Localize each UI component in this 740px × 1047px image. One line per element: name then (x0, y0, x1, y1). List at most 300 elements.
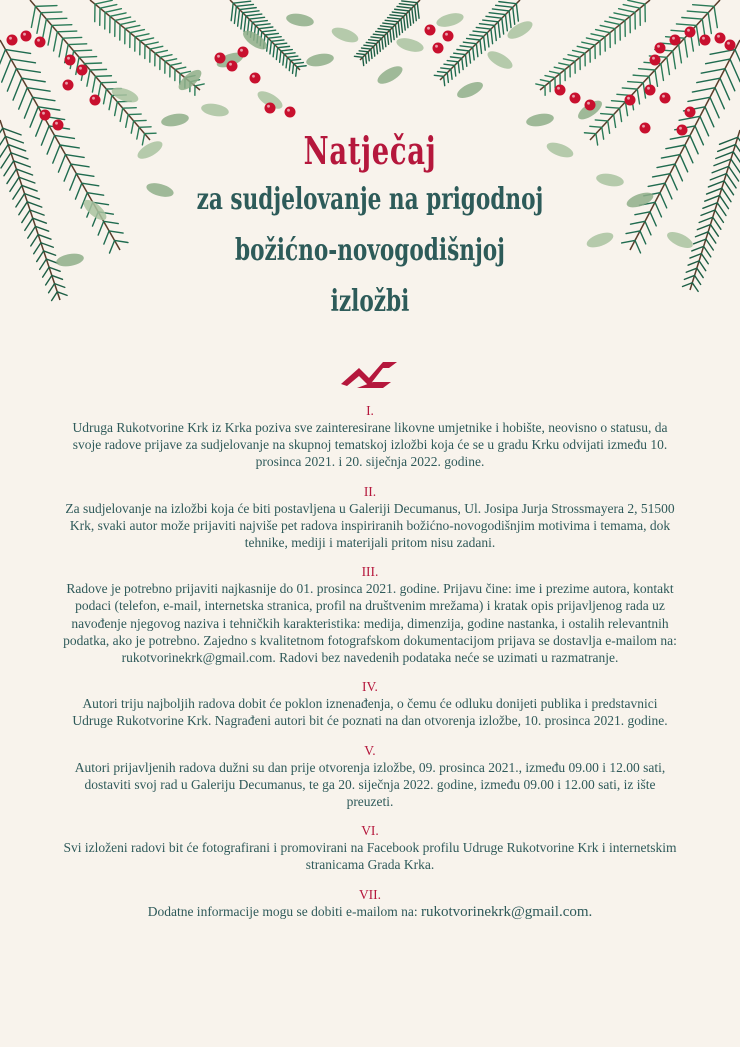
pine-needle (48, 25, 52, 45)
section-numeral: III. (361, 564, 379, 580)
holly-berry (725, 40, 736, 51)
pine-needle (387, 33, 388, 45)
pine-needle (473, 47, 474, 60)
pine-needle (487, 33, 489, 47)
eucalyptus-leaf (110, 85, 140, 106)
pine-needle (57, 31, 76, 32)
pine-needle (281, 50, 292, 51)
pine-needle (135, 34, 149, 37)
pine-needle (379, 41, 380, 51)
pine-needle (33, 97, 55, 100)
berry-highlight (79, 67, 82, 70)
berry-highlight (65, 82, 68, 85)
pine-needle (605, 21, 620, 24)
pine-needle (95, 76, 111, 77)
berry-highlight (287, 109, 290, 112)
pine-needle (455, 65, 456, 76)
pine-needle (483, 20, 498, 22)
pine-needle (238, 10, 240, 27)
pine-needle (676, 24, 696, 26)
berry-highlight (662, 95, 665, 98)
section-1 (62, 402, 678, 471)
pine-needle (31, 6, 35, 27)
pine-needle (725, 69, 735, 91)
pine-needle (287, 56, 298, 57)
pine-needle (145, 42, 158, 45)
pine-needle (568, 55, 580, 58)
pine-needle (120, 21, 135, 24)
pine-needle (473, 31, 487, 33)
pine-needle (451, 69, 452, 79)
pine-needle (460, 46, 473, 47)
pine-needle (505, 15, 507, 31)
pine-needle (233, 1, 250, 3)
holly-berry (670, 35, 681, 46)
pine-needle (498, 22, 500, 37)
section-2 (62, 483, 678, 552)
holly-berry (227, 61, 238, 72)
pine-needle (240, 8, 257, 10)
pine-needle (234, 6, 236, 23)
pine-needle (357, 54, 366, 55)
eucalyptus-leaf (200, 102, 230, 119)
pine-needle (252, 21, 267, 23)
pine-needle (249, 17, 264, 19)
pine-needle (38, 107, 60, 110)
berry-highlight (23, 33, 26, 36)
holly-berry (7, 35, 18, 46)
pine-needle (495, 25, 497, 40)
holly-berry (63, 80, 74, 91)
pine-needle (623, 5, 640, 9)
pine-needle (447, 73, 448, 83)
holly-berry (433, 43, 444, 54)
pine-needle (296, 67, 297, 76)
pine-needle (489, 13, 505, 15)
pine-needle (701, 69, 725, 74)
pine-needle (87, 70, 90, 86)
pine-needle (37, 13, 41, 34)
pine-needle (98, 83, 101, 98)
pine-needle (457, 50, 469, 51)
pine-needle (165, 59, 177, 62)
section-numeral: I. (366, 403, 374, 418)
pine-needle (59, 38, 63, 57)
pine-needle (376, 31, 388, 32)
pine-needle (480, 40, 482, 53)
pine-needle (354, 56, 362, 57)
pine-needle (267, 38, 268, 51)
pine-needle (606, 107, 619, 108)
pine-needle (243, 11, 259, 13)
pine-needle (577, 46, 590, 49)
pine-needle (415, 5, 417, 20)
pine-needle (255, 24, 270, 26)
pine-needle (390, 15, 404, 17)
pine-needle (289, 60, 290, 70)
berry-highlight (55, 122, 58, 125)
pine-needle (595, 120, 607, 121)
pine-needle (392, 12, 406, 14)
pine-needle (0, 50, 5, 74)
berry-highlight (240, 49, 243, 52)
pine-needle (150, 46, 163, 49)
pine-needle (516, 4, 518, 21)
section-text: Autori triju najboljih radova dobit će poklon iznenađenja, o čemu će odluku donijeti publika i predstavnici Udruge Rukotvorine Krk. Nagrađeni autori bit će poznati na dan otvorenja izložbe, 10. prosinca 2021. godine. (72, 696, 668, 729)
pine-needle (85, 63, 102, 64)
holly-berry (685, 27, 696, 38)
pine-needle (395, 9, 409, 11)
pine-needle (170, 63, 181, 65)
eucalyptus-leaf (305, 52, 335, 69)
berry-highlight (572, 95, 575, 98)
pine-needle (536, 84, 545, 86)
pine-needle (573, 50, 585, 53)
pine-needle (362, 48, 371, 49)
pine-needle (140, 38, 154, 41)
holly-berry (250, 73, 261, 84)
pine-needle (363, 57, 364, 65)
pine-needle (502, 18, 504, 34)
berry-highlight (9, 37, 12, 40)
berry-highlight (427, 27, 430, 30)
pine-needle (714, 6, 717, 27)
holly-berry (625, 95, 636, 106)
pine-needle (366, 42, 376, 43)
pine-needle (388, 18, 401, 20)
pine-needle (614, 13, 630, 16)
pine-needle (368, 52, 369, 61)
pine-needle (559, 63, 570, 65)
pine-needle (586, 38, 600, 41)
pine-needle (673, 51, 676, 69)
pine-needle (397, 6, 412, 8)
pine-needle (359, 51, 368, 52)
berry-highlight (252, 75, 255, 78)
pine-needle (7, 69, 16, 91)
holly-berry (555, 85, 566, 96)
pine-needle (434, 75, 443, 76)
pine-needle (492, 9, 509, 11)
pine-needle (444, 64, 455, 65)
holly-berry (660, 93, 671, 104)
pine-needle (5, 50, 30, 54)
eucalyptus-leaf (160, 112, 190, 129)
pine-needle (68, 44, 86, 45)
pine-needle (628, 0, 645, 4)
pine-needle (720, 78, 730, 100)
pine-needle (480, 24, 495, 26)
pine-needle (682, 18, 702, 20)
pine-needle (611, 101, 625, 102)
pine-needle (509, 11, 511, 28)
pine-needle (371, 37, 382, 38)
pine-needle (271, 40, 284, 41)
pine-needle (369, 40, 379, 41)
berry-highlight (652, 57, 655, 60)
pine-needle (268, 37, 281, 38)
section-5 (62, 742, 678, 811)
pine-needle (730, 59, 740, 82)
pine-needle (393, 27, 394, 39)
pine-needle (499, 2, 516, 4)
pine-needle (596, 30, 610, 33)
section-numeral: IV. (362, 679, 378, 695)
holly-berry (65, 55, 76, 66)
pine-needle (390, 30, 391, 42)
pine-needle (438, 72, 448, 73)
pine-needle (639, 69, 655, 70)
pine-needle (11, 59, 36, 63)
pine-needle (262, 30, 276, 32)
pine-needle (467, 38, 480, 40)
pine-needle (115, 17, 131, 20)
pine-needle (563, 59, 575, 62)
pine-needle (679, 45, 682, 63)
pine-needle (175, 67, 186, 69)
pine-needle (441, 68, 451, 69)
berry-highlight (627, 97, 630, 100)
pine-needle (385, 35, 386, 46)
berry-highlight (92, 97, 95, 100)
pine-needle (688, 97, 710, 101)
section-text (62, 903, 678, 921)
pine-needle (450, 57, 461, 58)
holly-berry (285, 107, 296, 118)
pine-needle (661, 64, 664, 81)
rules-content (62, 402, 678, 933)
section-text: Udruga Rukotvorine Krk iz Krka poziva sve zainteresirane likovne umjetnike i hobište, neovisno o statusu, da svoje radove prijave za sudjelovanje na skupnoj tematskoj izložbi koja će se u gradu Krku odvijati između 10. prosinca 2021. i 20. siječnja 2022. godine. (72, 420, 668, 470)
berry-highlight (229, 63, 232, 66)
pine-needle (622, 88, 637, 89)
pine-needle (476, 44, 477, 57)
holly-berry (21, 31, 32, 42)
pine-needle (27, 88, 50, 91)
pine-needle (100, 5, 117, 9)
holly-berry (650, 55, 661, 66)
pine-needle (685, 38, 688, 57)
pine-needle (395, 25, 396, 38)
pine-needle (708, 13, 711, 34)
pine-needle (465, 55, 466, 67)
pine-needle (619, 9, 635, 13)
pine-needle (109, 95, 112, 109)
subtitle-line-1: za sudjelovanje na prigodnoj (196, 182, 544, 217)
pine-needle (486, 16, 502, 18)
pine-needle (469, 51, 470, 63)
section-3 (62, 563, 678, 666)
pine-needle (582, 42, 595, 45)
pine-needle (79, 57, 96, 58)
pine-needle (290, 59, 300, 60)
pine-needle (637, 89, 639, 104)
holly-berry (265, 103, 276, 114)
holly-berry (570, 93, 581, 104)
eucalyptus-leaf (395, 36, 425, 55)
berry-highlight (67, 57, 70, 60)
pine-needle (705, 107, 714, 127)
page-title: Natječaj (303, 128, 437, 173)
pine-needle (42, 19, 46, 39)
subtitle-line-3: izložbi (330, 284, 410, 319)
pine-needle (687, 11, 708, 13)
pine-needle (417, 3, 419, 19)
pine-needle (284, 53, 295, 54)
pine-needle (101, 82, 116, 83)
pine-needle (160, 55, 172, 58)
pine-needle (275, 43, 287, 44)
pine-needle (398, 22, 399, 35)
pine-needle (463, 42, 476, 43)
eucalyptus-leaf (285, 12, 315, 29)
pine-needle (382, 38, 383, 49)
section-6 (62, 822, 678, 873)
pine-needle (130, 30, 144, 33)
pine-needle (376, 44, 377, 54)
berry-highlight (702, 37, 705, 40)
pine-needle (123, 108, 136, 109)
berry-highlight (687, 29, 690, 32)
pine-needle (236, 4, 253, 6)
holly-berry (700, 35, 711, 46)
eucalyptus-leaf (375, 63, 405, 87)
pine-needle (404, 16, 406, 30)
pine-needle (696, 25, 699, 45)
berry-highlight (687, 109, 690, 112)
holly-berry (715, 33, 726, 44)
pine-needle (283, 54, 284, 65)
pine-needle (180, 71, 190, 73)
berry-highlight (42, 112, 45, 115)
pine-needle (402, 1, 418, 3)
holly-berry (238, 47, 249, 58)
holly-berry (585, 100, 596, 111)
pine-needle (125, 25, 140, 28)
eucalyptus-leaf (435, 11, 465, 30)
pine-needle (601, 114, 614, 115)
pine-needle (90, 69, 106, 70)
pine-needle (447, 61, 458, 62)
title-block (0, 128, 740, 327)
berry-highlight (435, 45, 438, 48)
holly-berry (215, 53, 226, 64)
pine-needle (2, 59, 11, 82)
pine-needle (115, 102, 118, 116)
pine-needle (297, 66, 306, 67)
pine-needle (540, 80, 550, 82)
pine-needle (667, 57, 670, 74)
pine-needle (244, 16, 246, 32)
pine-needle (470, 35, 484, 37)
pine-needle (380, 26, 392, 27)
holly-berry (35, 37, 46, 48)
eucalyptus-leaf (455, 79, 485, 102)
holly-berry (90, 95, 101, 106)
holly-berry (655, 43, 666, 54)
pine-needle (693, 5, 714, 7)
pine-needle (286, 57, 287, 68)
section-7 (62, 886, 678, 921)
pine-needle (280, 51, 281, 62)
pine-needle (35, 6, 56, 7)
pine-needle (633, 75, 649, 76)
pine-needle (692, 88, 715, 92)
holly-berry (685, 107, 696, 118)
section-text: Radove je potrebno prijaviti najkasnije do 01. prosinca 2021. godine. Prijavu čine: ime i prezime autora, kontakt podaci (telefon, e-mail, internetska stranica, profil na društvenim mrežama) i kratak opis prijavljenog rada uz navođenje njegovog naziva i tehničkih karakteristika: medija, dimenzija, godine nastanka, i ostalih relevantnih podatka, ako je potrebno. Zajedno s kvalitetnom fotografskom dokumentacijom prijava se dostavlja e-mailom na: rukotvorinekrk@gmail.com. Radovi bez navedenih podataka neće se uzimati u razmatranje. (63, 581, 677, 666)
pine-needle (241, 13, 243, 29)
section-text: Autori prijavljenih radova dužni su dan prije otvorenja izložbe, 09. prosinca 2021., između 09.00 i 12.00 sati, dostaviti svoj rad u Galeriju Decumanus, te ga 20. siječnja 2022. godine, između 09.00 i 12.00 sati, iz ište preuzeti. (74, 759, 666, 810)
section-text: Svi izloženi radovi bit će fotografirani i promovirani na Facebook profilu Udruge Rukotvorine Krk i internetskim stranicama Grada Krka. (63, 840, 677, 873)
pine-needle (620, 108, 622, 121)
pine-needle (550, 71, 560, 73)
eucalyptus-leaf (525, 112, 555, 129)
section-text: Za sudjelovanje na izložbi koja će biti postavljena u Galeriji Decumanus, Ul. Josipa Jurja Strossmayera 2, 51500 Krk, svaki autor može prijaviti najviše pet radova inspiriranih božićno-novogodišnjim motivima i temama, dok tehnike, mediji i materijali pritom nisu zadani. (65, 500, 675, 551)
section-numeral: II. (363, 483, 377, 499)
pine-needle (697, 78, 720, 82)
pine-needle (458, 62, 459, 73)
pine-needle (715, 88, 724, 109)
pine-needle (545, 76, 555, 78)
pine-needle (406, 14, 408, 28)
pine-needle (16, 69, 40, 73)
pine-needle (265, 33, 278, 35)
pine-needle (655, 70, 657, 86)
berry-highlight (717, 35, 720, 38)
pine-needle (246, 14, 262, 16)
berry-highlight (557, 87, 560, 90)
pine-needle (628, 82, 643, 83)
pine-needle (52, 25, 72, 26)
berry-highlight (267, 105, 270, 108)
eucalyptus-leaf (505, 18, 535, 42)
pine-needle (24, 97, 32, 118)
pine-needle (74, 50, 92, 51)
contact-email-link[interactable]: rukotvorinekrk@gmail.com. (421, 903, 593, 920)
holly-berry (425, 25, 436, 36)
pine-needle (41, 12, 62, 13)
zigzag-logo-icon (339, 358, 401, 390)
pine-needle (95, 0, 112, 4)
berry-highlight (217, 55, 220, 58)
pine-needle (600, 25, 615, 28)
subtitle-line-2: božićno-novogodišnjoj (234, 233, 505, 268)
pine-needle (401, 19, 403, 32)
pine-needle (385, 20, 398, 21)
pine-needle (364, 45, 374, 46)
pine-needle (409, 11, 411, 25)
section-numeral: V. (364, 742, 376, 758)
berry-highlight (37, 39, 40, 42)
pine-needle (30, 107, 38, 127)
berry-highlight (657, 45, 660, 48)
pine-needle (554, 67, 565, 69)
pine-needle (120, 108, 123, 121)
pine-needle (46, 18, 66, 19)
pine-needle (110, 13, 126, 16)
pine-needle (22, 78, 45, 82)
pine-needle (496, 5, 513, 7)
pine-needle (293, 64, 294, 74)
section-numeral: VI. (361, 823, 379, 839)
pine-needle (13, 78, 22, 100)
holly-berry (40, 110, 51, 121)
pine-needle (491, 29, 493, 44)
pine-needle (195, 84, 204, 86)
pine-needle (276, 48, 277, 60)
pine-needle (273, 45, 274, 57)
pine-needle (270, 41, 271, 54)
pine-needle (19, 88, 28, 109)
